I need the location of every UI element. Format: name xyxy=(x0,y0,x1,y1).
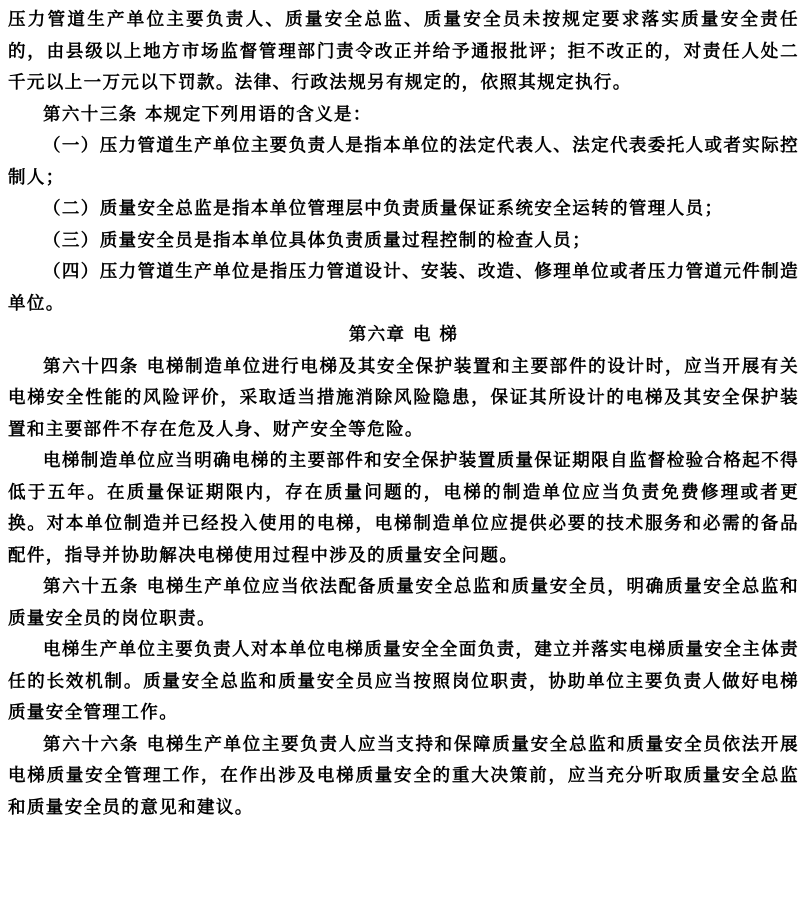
article-65-paragraph-2: 电梯生产单位主要负责人对本单位电梯质量安全全面负责，建立并落实电梯质量安全主体责任的长效机制。质量安全总监和质量安全员应当按照岗位职责，协助单位主要负责人做好电梯质量安全管理工作。 xyxy=(8,640,799,723)
article-63-item-1: （一）压力管道生产单位主要负责人是指本单位的法定代表人、法定代表委托人或者实际控制人； xyxy=(8,136,799,188)
chapter-6-title: 第六章 电 梯 xyxy=(348,325,459,345)
paragraph-penalty-continued: 压力管道生产单位主要负责人、质量安全总监、质量安全员未按规定要求落实质量安全责任的，由县级以上地方市场监督管理部门责令改正并给予通报批评；拒不改正的，对责任人处二千元以上一万元以下罚款。法律、行政法规另有规定的，依照其规定执行。 xyxy=(8,10,799,93)
article-63-item-4: （四）压力管道生产单位是指压力管道设计、安装、改造、修理单位或者压力管道元件制造单位。 xyxy=(8,262,799,314)
article-63-heading: 第六十三条 本规定下列用语的含义是： xyxy=(43,104,372,125)
article-64: 第六十四条 电梯制造单位进行电梯及其安全保护装置和主要部件的设计时，应当开展有关电梯安全性能的风险评价，采取适当措施消除风险隐患，保证其所设计的电梯及其安全保护装置和主要部件不存在危及人身、财产安全等危险。 xyxy=(8,356,799,440)
article-65: 第六十五条 电梯生产单位应当依法配备质量安全总监和质量安全员，明确质量安全总监和质量安全员的岗位职责。 xyxy=(8,577,799,629)
article-63-item-2: （二）质量安全总监是指本单位管理层中负责质量保证系统安全运转的管理人员； xyxy=(43,199,724,219)
article-63-item-3: （三）质量安全员是指本单位具体负责质量过程控制的检查人员； xyxy=(43,230,592,251)
article-64-paragraph-2: 电梯制造单位应当明确电梯的主要部件和安全保护装置质量保证期限自监督检验合格起不得低于五年。在质量保证期限内，存在质量问题的，电梯的制造单位应当负责免费修理或者更换。对本单位制造并已经投入使用的电梯，电梯制造单位应提供必要的技术服务和必需的备品配件，指导并协助解决电梯使用过程中涉及的质量安全问题。 xyxy=(8,451,799,566)
article-66: 第六十六条 电梯生产单位主要负责人应当支持和保障质量安全总监和质量安全员依法开展电梯质量安全管理工作，在作出涉及电梯质量安全的重大决策前，应当充分听取质量安全总监和质量安全员的意见和建议。 xyxy=(8,734,799,818)
